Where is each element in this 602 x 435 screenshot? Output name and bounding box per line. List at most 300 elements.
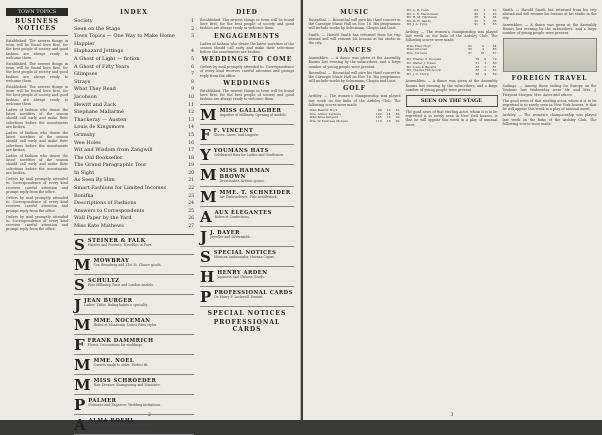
- index-entry: [74, 132, 194, 140]
- score-cell: 79: [470, 58, 480, 62]
- index-entry-page: 9: [191, 86, 194, 94]
- foreign-travel-para: Ardsley. — The women's championship was played last week on the links of the Ardsley Club. The following scores were made.: [503, 113, 597, 126]
- player-name-cell: Mr. W. H. Sands: [406, 20, 469, 24]
- index-entry: [74, 215, 194, 223]
- ad-title: AUX ELEGANTES: [215, 210, 294, 216]
- index-entry-page: 16: [188, 140, 194, 148]
- stage-para: The good news of that sterling actor, whom it is to be regretted is so rarely seen in New York houses, is that he will appear this week in a play of unusual merit.: [406, 110, 498, 127]
- score-cell: 3: [479, 13, 486, 17]
- ad-title: ALMA BOEHL: [89, 418, 194, 424]
- score-cell: 3: [480, 69, 487, 73]
- player-name-cell: Mr. A. H. Fenn: [406, 9, 469, 13]
- business-notices-body: [6, 39, 68, 232]
- index-entry: [74, 71, 194, 79]
- ad-drop-cap: M: [200, 108, 217, 122]
- index-entry-page: 20: [188, 170, 194, 178]
- index-entry: [74, 64, 194, 72]
- index-entry: [74, 193, 194, 201]
- score-cell: 95: [461, 48, 473, 52]
- index-heading: INDEX: [74, 9, 194, 16]
- index-entry-page: 5: [191, 56, 194, 64]
- index-entry: [74, 162, 194, 170]
- player-name-cell: Mr. C. B. Macdonald: [406, 13, 469, 17]
- right-page: [303, 0, 602, 420]
- ad-title: YOUMANS HATS: [214, 148, 294, 154]
- business-notices-column: [6, 8, 68, 412]
- score-table: [406, 58, 498, 76]
- player-name-cell: Mr. J. A. Tyng: [406, 23, 469, 27]
- page-number-left: 2: [148, 413, 151, 418]
- score-cell: 83: [470, 66, 480, 70]
- score-cell: 98: [371, 109, 383, 113]
- ad-text: Japanese and Chinese Goods.: [217, 276, 294, 280]
- index-entry-page: 7: [191, 71, 194, 79]
- ad-title: F. VINCENT: [214, 128, 294, 134]
- score-cell: 83: [486, 13, 497, 17]
- score-cell: 110: [371, 120, 383, 124]
- index-entry-page: 4: [191, 48, 194, 56]
- index-entry-title: Wall Paper by the Yard: [74, 215, 132, 223]
- ad-drop-cap: M: [74, 318, 91, 332]
- golf-heading: GOLF: [309, 85, 401, 92]
- music-column: [309, 8, 401, 412]
- table-row: [406, 73, 498, 77]
- ad-title: STEINER & FALK: [88, 238, 194, 244]
- index-entry-title: Glimpses: [74, 71, 97, 79]
- score-cell: 1: [480, 62, 487, 66]
- index-entry: [74, 26, 194, 34]
- travel-para: Assemblies. — A dance was given at the Assembly Rooms last evening by the subscribers, and a large number of young people were present.: [503, 23, 597, 36]
- index-entry-title: What They Read: [74, 86, 116, 94]
- ad-drop-cap: F: [74, 338, 85, 352]
- score-cell: 85: [486, 23, 497, 27]
- index-entry: [74, 79, 194, 87]
- ad-body: [84, 298, 194, 312]
- ad-text: Hair Dresser. Shampooing and Manicure.: [94, 384, 194, 388]
- ad-text: Art Embroideries. Fine needlework.: [220, 196, 294, 200]
- ad-body: [88, 338, 194, 352]
- index-entry: [74, 208, 194, 216]
- ad-drop-cap: M: [74, 378, 91, 392]
- ad-body: [94, 358, 194, 372]
- index-entry-page: 21: [188, 177, 194, 185]
- business-notice-para: Orders by mail promptly attended to. Correspondence of every kind receives careful attention and prompt reply from the office.: [6, 177, 68, 194]
- seen-on-the-stage-box: SEEN ON THE STAGE: [406, 95, 498, 107]
- player-name-cell: Mr. Findlay S. Douglas: [406, 58, 471, 62]
- index-entry: [74, 33, 194, 48]
- score-cell: 82: [487, 69, 497, 73]
- index-entry-page: 15: [188, 132, 194, 140]
- score-cell: 85: [470, 69, 480, 73]
- index-entry: [74, 200, 194, 208]
- ad-body: [210, 230, 294, 244]
- index-entry-page: 19: [188, 162, 194, 170]
- score-table-grid: [406, 45, 498, 56]
- ad-drop-cap: M: [74, 258, 91, 272]
- index-entry: [74, 155, 194, 163]
- ad-drop-cap: M: [74, 358, 91, 372]
- foreign-travel-para: Sailings. — Among those sailing for Europe on the Teutonic last Wednesday were Mr. and Mrs. J. Pierpont Morgan, Mrs. Astor and others.: [503, 84, 597, 97]
- ads-right: [200, 108, 294, 307]
- steamship-illustration: [503, 38, 597, 72]
- ad-text: Robes et Confections.: [215, 216, 294, 220]
- ad-drop-cap: J: [74, 298, 81, 312]
- ad-drop-cap: A: [74, 418, 86, 432]
- index-entry: [74, 109, 194, 117]
- ad-text: Corsets made to order. Perfect fit.: [94, 364, 194, 368]
- ad-title: MISS HARMAN BROWN: [220, 168, 294, 180]
- index-entry: [74, 223, 194, 231]
- score-cell: 15: [383, 116, 392, 120]
- table-row: [406, 23, 498, 27]
- dances-para: Rosenthal. — Rosenthal will give his third concert in the Carnegie Music Hall on Nov. 16. His programme will include works by Schumann, Chopin and Liszt.: [309, 71, 401, 84]
- deaths-text: Established. The newest things in town will be found here first, for the best people of society and good fashion are always ready to welcome them.: [200, 18, 294, 31]
- index-entry-title: Miss Kate Mathews: [74, 223, 124, 231]
- business-notice-para: Ladies of fashion who desire the latest novelties of the season should call early and make their selections before the assortments are broken.: [6, 154, 68, 175]
- score-cell: 87: [485, 52, 497, 56]
- score-cell: 90: [468, 20, 479, 24]
- player-name-cell: Mrs. W. Fellowes Morgan: [309, 120, 371, 124]
- advertisement: [200, 148, 294, 165]
- player-name-cell: Miss Beatrix Hoyt: [309, 109, 371, 113]
- score-cell: 105: [371, 116, 383, 120]
- index-entry: [74, 185, 194, 193]
- ad-drop-cap: A: [200, 210, 212, 224]
- score-cell: 81: [487, 66, 497, 70]
- ad-text: Florist. Decorations for weddings.: [88, 344, 194, 348]
- page-number-right: 3: [451, 413, 454, 418]
- index-entry-page: 11: [188, 102, 194, 110]
- index-entry-title: A Ghost of Fifty Years: [74, 64, 129, 72]
- ad-text: Dressmaker. Artistic gowns.: [220, 180, 294, 184]
- index-entry-title: Grimsby: [74, 132, 95, 140]
- index-column: [74, 8, 194, 412]
- score-cell: 86: [392, 109, 401, 113]
- score-cell: 84: [485, 45, 497, 49]
- ad-text: Fine Millinery. Paris and London models.: [88, 284, 194, 288]
- ad-drop-cap: P: [200, 290, 211, 304]
- table-row: [309, 120, 401, 124]
- advertisement: [200, 210, 294, 227]
- index-entry-page: 26: [188, 215, 194, 223]
- score-cell: 8: [473, 45, 485, 49]
- player-name-cell: Mr. H. M. Harriman: [406, 16, 469, 20]
- score-cell: 12: [383, 109, 392, 113]
- player-name-cell: Mr. Louis P. Bayard: [406, 66, 471, 70]
- advertisement: [200, 290, 294, 307]
- player-name-cell: Mr. Charles Hitchcock: [406, 69, 471, 73]
- index-entry-title: Town Topics — One Way to Make Home Happier: [74, 33, 191, 48]
- business-notice-para: Ladies of fashion who desire the latest novelties of the season should call early and make their selections before the assortments are broken.: [6, 131, 68, 152]
- professional-cards-heading: PROFESSIONAL CARDS: [200, 319, 294, 333]
- index-entry: [74, 86, 194, 94]
- ad-body: [220, 190, 294, 204]
- ad-text: Robes et Manteaux. Latest Paris styles.: [94, 324, 194, 328]
- score-cell: 79: [487, 58, 497, 62]
- weddings-text: Established. The newest things in town will be found here first, for the best people of society and good fashion are always ready to welcome them.: [200, 89, 294, 102]
- score-cell: 84: [468, 9, 479, 13]
- player-name-cell: Mr. J. G. Thorp: [406, 73, 471, 77]
- index-entry: [74, 140, 194, 148]
- ad-body: [94, 318, 194, 332]
- player-name-cell: Miss Nina Sargent: [309, 116, 371, 120]
- deaths-heading: DIED: [200, 9, 294, 16]
- ad-drop-cap: S: [200, 250, 211, 264]
- ad-title: J. BAYER: [210, 230, 294, 236]
- advertisement: [200, 190, 294, 207]
- advertisement: [200, 230, 294, 247]
- golf-score-table: [309, 109, 401, 123]
- score-cell: 5: [479, 20, 486, 24]
- ad-text: Gowns. Smart costumes for all occasions.: [89, 424, 194, 428]
- ad-drop-cap: Y: [200, 148, 211, 162]
- index-entry-title: Stephane Mallarmé: [74, 109, 124, 117]
- ad-title: FRANK DAMMRICH: [88, 338, 194, 344]
- special-notices-heading: SPECIAL NOTICES: [200, 310, 294, 317]
- score-cell: 91: [468, 23, 479, 27]
- ad-drop-cap: F: [200, 128, 211, 142]
- ad-body: [217, 270, 294, 284]
- index-entry-title: Wee Holes: [74, 140, 101, 148]
- travel-para: Smith. — Harold Smith has returned from his trip abroad and will resume his lessons at his studio in the city.: [503, 8, 597, 21]
- index-entry-title: Answers to Correspondents: [74, 208, 144, 216]
- advertisement: [200, 168, 294, 187]
- index-entry-title: Bonifka: [74, 193, 93, 201]
- advertisement: [74, 258, 194, 275]
- score-cell: 85: [486, 20, 497, 24]
- score-cell: 86: [468, 13, 479, 17]
- divider: [200, 104, 294, 105]
- ad-title: MOWBRAY: [94, 258, 194, 264]
- index-entry-title: Smart Fashions for Limited Incomes: [74, 185, 166, 193]
- ad-text: Importer of Millinery. Opening of models.: [220, 114, 294, 118]
- ad-title: JEAN BURGER: [84, 298, 194, 304]
- advertisement: [74, 378, 194, 395]
- index-entry-title: Thackeray — Austen: [74, 117, 126, 125]
- index-entry: [74, 124, 194, 132]
- business-notice-para: Established. The newest things in town will be found here first, for the best people of society and good fashion are always ready to welcome them.: [6, 62, 68, 83]
- ad-title: HENRY ARDEN: [217, 270, 294, 276]
- index-entry-page: 23: [188, 193, 194, 201]
- ad-text: Celebrated Hats for Ladies and Gentlemen.: [214, 154, 294, 158]
- scores-column: [406, 8, 498, 412]
- advertisement: [200, 250, 294, 267]
- ad-body: [220, 108, 294, 122]
- table-row: [406, 52, 498, 56]
- score-cell: 4: [479, 16, 486, 20]
- ad-drop-cap: J: [200, 230, 207, 244]
- left-page: [0, 0, 301, 420]
- ad-text: Mexican Ambassador, Havana Cigars.: [214, 256, 294, 260]
- business-notice-para: Established. The newest things in town will be found here first, for the best people of society and good fashion are always ready to welcome them.: [6, 85, 68, 106]
- index-entry-page: 10: [188, 94, 194, 102]
- index-entry-title: Louis de Kingsmore: [74, 124, 124, 132]
- index-entry-title: Haphazard Jottings: [74, 48, 123, 56]
- ad-body: [88, 398, 194, 412]
- score-cell: 14: [383, 113, 392, 117]
- index-entry: [74, 56, 194, 64]
- ad-title: MISS SCHROEDER: [94, 378, 194, 384]
- ad-body: [94, 258, 194, 272]
- index-entry-page: 13: [188, 117, 194, 125]
- ad-body: [94, 378, 194, 392]
- ad-title: MME. NOCEMAN: [94, 318, 194, 324]
- ad-title: PALMER: [88, 398, 194, 404]
- ad-text: Dr. Harry F. Lockwell, Dentist.: [214, 296, 294, 300]
- notices-column: [200, 8, 294, 412]
- dances-para: Assemblies. — A dance was given at the Assembly Rooms last evening by the subscribers, and a large number of young people were present.: [309, 56, 401, 69]
- player-name-cell: Miss Griscom: [406, 48, 461, 52]
- player-name-cell: Mrs. Arthur Turnure: [309, 113, 371, 117]
- ad-body: [88, 238, 194, 252]
- score-cell: 18: [383, 120, 392, 124]
- ad-title: MME. T. SCHNEIDER: [220, 190, 294, 196]
- engagements-heading: ENGAGEMENTS: [200, 33, 294, 40]
- score-cell: 10: [473, 52, 485, 56]
- index-entry-title: A Ghost of Light — fiction: [74, 56, 140, 64]
- music-para: Smith. — Harold Smith has returned from his trip abroad and will resume his lessons at his studio in the city.: [309, 33, 401, 46]
- index-entry-title: Hewitt and Zack: [74, 102, 116, 110]
- index-entry-page: 2: [191, 26, 194, 34]
- weddings-to-come-heading: WEDDINGS TO COME: [200, 56, 294, 63]
- advertisement: [74, 278, 194, 295]
- advertisement: [200, 108, 294, 125]
- index-entry-title: Seen on the Stage: [74, 26, 120, 34]
- index-entry-page: 24: [188, 200, 194, 208]
- index-entry-title: Jacobson: [74, 94, 97, 102]
- ad-body: [214, 290, 294, 304]
- ad-title: MISS GALLAGHER: [220, 108, 294, 114]
- score-cell: 9: [473, 48, 485, 52]
- index-entry-page: 6: [191, 64, 194, 72]
- player-name-cell: Mrs. Turnure: [406, 52, 461, 56]
- index-entry-page: 18: [188, 155, 194, 163]
- ad-drop-cap: H: [200, 270, 214, 284]
- ad-body: [88, 278, 194, 292]
- score-cell: 88: [468, 16, 479, 20]
- advertisement: [74, 338, 194, 355]
- score-cell: 2: [480, 66, 487, 70]
- business-notices-heading: BUSINESS NOTICES: [6, 18, 68, 32]
- score-table-grid: [309, 109, 401, 123]
- golf-para: Ardsley. — The women's championship was played last week on the links of the Ardsley Club. The following scores were made.: [309, 94, 401, 107]
- ad-body: [215, 210, 294, 224]
- score-cell: 102: [371, 113, 383, 117]
- score-cell: 86: [470, 73, 480, 77]
- score-cell: 6: [479, 23, 486, 27]
- index-entry-page: 25: [188, 208, 194, 216]
- ad-text: Ladies' Tailor. Riding habits a specialty.: [84, 304, 194, 308]
- player-name-cell: Mr. Walter J. Travis: [406, 62, 471, 66]
- ad-title: MME. NOEL: [94, 358, 194, 364]
- ad-title: PROFESSIONAL CARDS: [214, 290, 294, 296]
- score-table-grid: [406, 9, 498, 27]
- dances-heading: DANCES: [309, 47, 401, 54]
- score-cell: 82: [486, 9, 497, 13]
- score-cell: 0: [480, 58, 487, 62]
- score-cell: 90: [392, 116, 401, 120]
- index-entry-title: The Old Bookseller: [74, 155, 122, 163]
- ad-body: [214, 128, 294, 142]
- masthead: TOWN TOPICS: [6, 8, 68, 16]
- index-entry-page: 1: [191, 18, 194, 26]
- index-list: [74, 18, 194, 231]
- travel-column: [503, 8, 597, 412]
- ad-text: Jeweller and Silversmith.: [210, 236, 294, 240]
- advertisement: [74, 238, 194, 255]
- index-entry: [74, 147, 194, 155]
- index-entry-title: As Seen By Him: [74, 177, 115, 185]
- score-table-grid: [406, 58, 498, 76]
- advertisement: [74, 318, 194, 335]
- index-entry: [74, 170, 194, 178]
- business-notice-para: Established. The newest things in town will be found here first, for the best people of society and good fashion are always ready to welcome them.: [6, 39, 68, 60]
- business-notice-para: Ladies of fashion who desire the latest novelties of the season should call early and make their selections before the assortments are broken.: [6, 108, 68, 129]
- index-entry-title: Descriptions of Fashions: [74, 200, 136, 208]
- score-cell: 88: [392, 113, 401, 117]
- index-entry-page: 27: [188, 223, 194, 231]
- ad-text: Hatters and Furriers. Novelties in Furs.: [88, 244, 194, 248]
- divider: [6, 35, 68, 36]
- index-entry: [74, 18, 194, 26]
- score-table: [406, 45, 498, 56]
- score-cell: 97: [461, 52, 473, 56]
- index-entry-page: 22: [188, 185, 194, 193]
- index-entry-title: In Sight: [74, 170, 94, 178]
- index-entry-page: 8: [191, 79, 194, 87]
- score-table: [406, 9, 498, 27]
- index-entry: [74, 102, 194, 110]
- ad-drop-cap: S: [74, 278, 85, 292]
- index-entry: [74, 94, 194, 102]
- engagements-text: Ladies of fashion who desire the latest novelties of the season should call early and make their selections before the assortments are broken.: [200, 42, 294, 55]
- index-entry-title: Strays: [74, 79, 90, 87]
- ad-drop-cap: P: [74, 398, 85, 412]
- index-entry-title: Society: [74, 18, 93, 26]
- score-cell: 82: [487, 73, 497, 77]
- index-entry-page: 3: [191, 33, 194, 48]
- ads-left: [74, 238, 194, 435]
- score-cell: 2: [479, 9, 486, 13]
- score-cell: 86: [485, 48, 497, 52]
- advertisement: [74, 298, 194, 315]
- business-notice-para: Orders by mail promptly attended to. Correspondence of every kind receives careful attention and prompt reply from the office.: [6, 215, 68, 232]
- advertisement: [74, 358, 194, 375]
- business-notice-para: Orders by mail promptly attended to. Correspondence of every kind receives careful attention and prompt reply from the office.: [6, 196, 68, 213]
- foreign-travel-para: The good news of that sterling actor, whom it is to be regretted is so rarely seen in New York houses, is that he will appear this week in a play of unusual merit.: [503, 99, 597, 112]
- ad-text: Stationer and Engraver. Wedding invitations.: [88, 404, 194, 408]
- index-entry-title: Wit and Wisdom from Zangwill: [74, 147, 153, 155]
- advertisement: [200, 270, 294, 287]
- scores-para: Ardsley. — The women's championship was played last week on the links of the Ardsley Club. The following scores were made.: [406, 30, 498, 43]
- index-entry: [74, 117, 194, 125]
- index-entry: [74, 177, 194, 185]
- divider: [74, 234, 194, 235]
- advertisement: [74, 398, 194, 415]
- ad-title: SCHULTZ: [88, 278, 194, 284]
- index-entry-page: 17: [188, 147, 194, 155]
- player-name-cell: Miss Ellen Hoyt: [406, 45, 461, 49]
- score-cell: 84: [486, 16, 497, 20]
- ad-drop-cap: S: [74, 238, 85, 252]
- score-cell: 4: [480, 73, 487, 77]
- foreign-travel-heading: FOREIGN TRAVEL: [503, 75, 597, 82]
- index-entry-title: The Grand Paragraphic Tour: [74, 162, 147, 170]
- ad-text: Gloves, Laces, and Lingerie.: [214, 134, 294, 138]
- ad-body: [214, 148, 294, 162]
- ad-body: [89, 418, 194, 432]
- index-entry-page: 12: [188, 109, 194, 117]
